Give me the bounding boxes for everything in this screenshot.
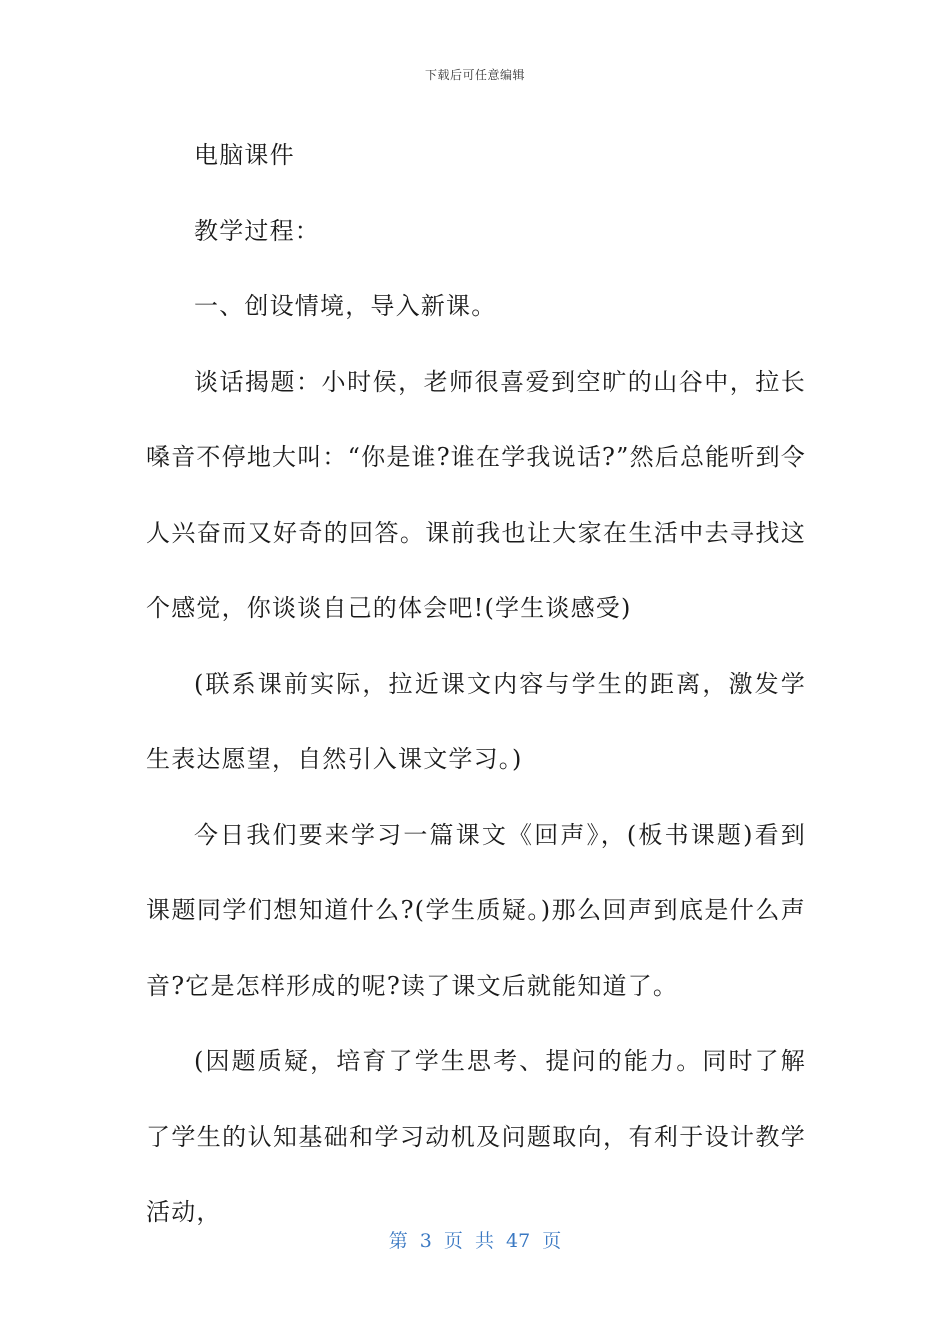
paragraph-talk-intro: 谈话揭题：小时侯，老师很喜爱到空旷的山谷中，拉长嗓音不停地大叫：“你是谁?谁在学我说话?”然后总能听到令人兴奋而又好奇的回答。课前我也让大家在生活中去寻找这个感觉，你谈谈自己的体会吧!(学生谈感受) bbox=[146, 367, 806, 622]
paragraph-note-questioning: (因题质疑，培育了学生思考、提问的能力。同时了解了学生的认知基础和学习动机及问题取向，有利于设计教学活动， bbox=[146, 1047, 806, 1226]
page-header-note: 下载后可任意编辑 bbox=[424, 68, 525, 82]
document-body bbox=[146, 118, 806, 1251]
paragraph-note-connection: (联系课前实际，拉近课文内容与学生的距离，激发学生表达愿望，自然引入课文学习。) bbox=[146, 669, 806, 773]
page-number: 第 3 页 共 47 页 bbox=[388, 1230, 562, 1252]
paragraph-heading-courseware: 电脑课件 bbox=[194, 141, 295, 169]
paragraph-section-one-title: 一、创设情境，导入新课。 bbox=[194, 292, 497, 320]
paragraph-heading-teaching-process: 教学过程： bbox=[194, 216, 320, 245]
paragraph-lesson-intro: 今日我们要来学习一篇课文《回声》，(板书课题)看到课题同学们想知道什么?(学生质疑。)那么回声到底是什么声音?它是怎样形成的呢?读了课文后就能知道了。 bbox=[146, 820, 806, 1000]
